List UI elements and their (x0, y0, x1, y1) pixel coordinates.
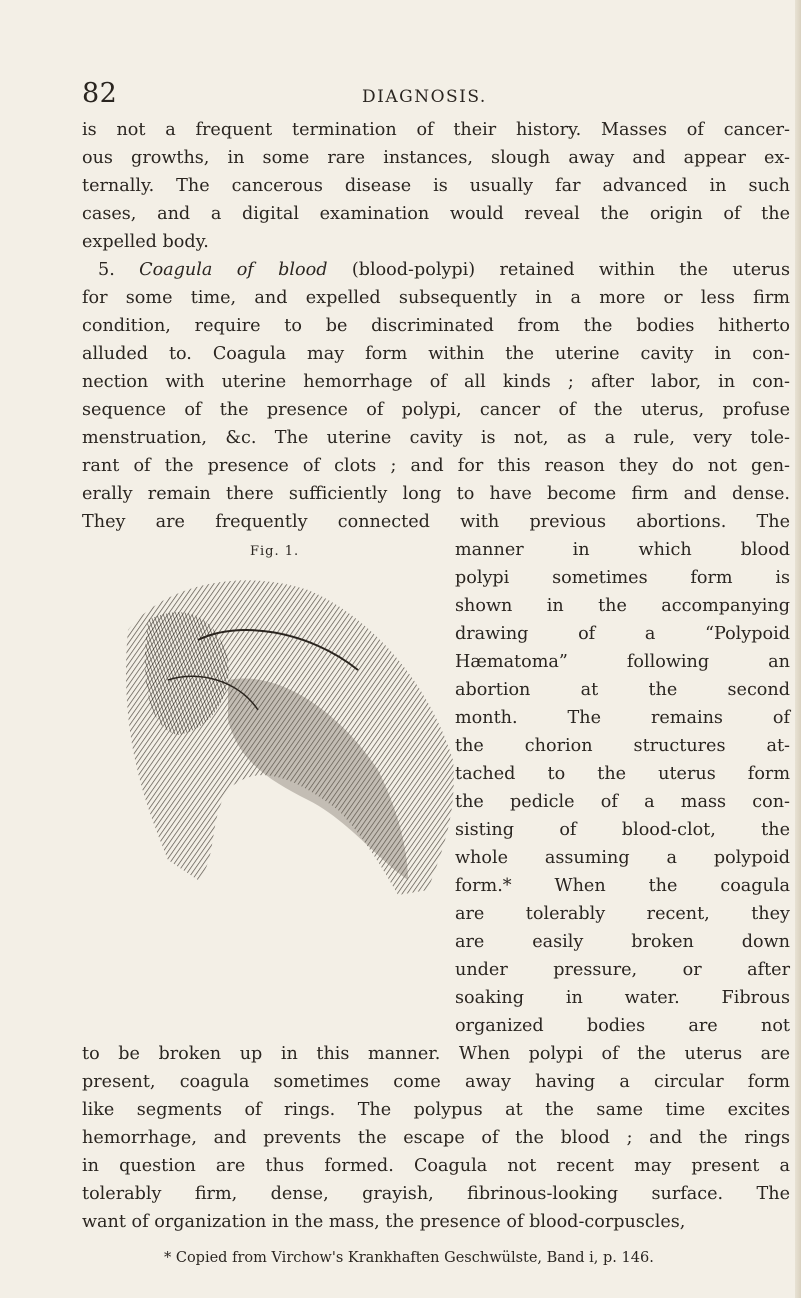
page-edge (795, 0, 801, 1298)
text-line-side: abortion at the second (455, 680, 790, 700)
text-line: sequence of the presence of polypi, cancer of the uterus, profuse (82, 400, 790, 420)
text-line: present, coagula sometimes come away having a circular form (82, 1072, 790, 1092)
text-line: to be broken up in this manner. When polypi of the uterus are (82, 1044, 790, 1064)
text-line-side: tached to the uterus form (455, 764, 790, 784)
text-line: hemorrhage, and prevents the escape of the blood ; and the rings (82, 1128, 790, 1148)
text-line: alluded to. Coagula may form within the uterine cavity in con- (82, 344, 790, 364)
text-line-side: the chorion structures at- (455, 736, 790, 756)
text-line-side: under pressure, or after (455, 960, 790, 980)
text-line: ous growths, in some rare instances, slough away and appear ex- (82, 148, 790, 168)
text-line-side: polypi sometimes form is (455, 568, 790, 588)
text-line-side: drawing of a “Polypoid (455, 624, 790, 644)
text-line: They are frequently connected with previous abortions. The (82, 512, 790, 532)
text-line: is not a frequent termination of their history. Masses of cancer- (82, 120, 790, 140)
text-line-side: form.* When the coagula (455, 876, 790, 896)
text-line-side: shown in the accompanying (455, 596, 790, 616)
footnote: * Copied from Virchow's Krankhaften Geschwülste, Band i, p. 146. (164, 1250, 654, 1266)
text-line-side: are tolerably recent, they (455, 904, 790, 924)
text-line: like segments of rings. The polypus at the same time excites (82, 1100, 790, 1120)
text-line: erally remain there sufficiently long to have become firm and dense. (82, 484, 790, 504)
text-line: condition, require to be discriminated from the bodies hitherto (82, 316, 790, 336)
figure-label: Fig. 1. (250, 544, 300, 559)
text-line-side: whole assuming a polypoid (455, 848, 790, 868)
text-line-side: month. The remains of (455, 708, 790, 728)
text-line-side: organized bodies are not (455, 1016, 790, 1036)
running-head: DIAGNOSIS. (362, 87, 487, 107)
text-line: for some time, and expelled subsequently in a more or less firm (82, 288, 790, 308)
text-line: in question are thus formed. Coagula not recent may present a (82, 1156, 790, 1176)
italic-term: Coagula of blood (139, 260, 328, 280)
text-line-side: Hæmatoma” following an (455, 652, 790, 672)
text-line-side: are easily broken down (455, 932, 790, 952)
page-number: 82 (82, 78, 118, 109)
text-line: want of organization in the mass, the presence of blood-corpuscles, (82, 1212, 686, 1232)
text-line: menstruation, &c. The uterine cavity is not, as a rule, very tole- (82, 428, 790, 448)
text-line: 5. Coagula of blood (blood-polypi) retained within the uterus (98, 260, 790, 280)
text-line: expelled body. (82, 232, 209, 252)
text-line-side: soaking in water. Fibrous (455, 988, 790, 1008)
text-line: nection with uterine hemorrhage of all kinds ; after labor, in con- (82, 372, 790, 392)
text-line-side: manner in which blood (455, 540, 790, 560)
text-line: tolerably firm, dense, grayish, fibrinous-looking surface. The (82, 1184, 790, 1204)
text-line: ternally. The cancerous disease is usually far advanced in such (82, 176, 790, 196)
text-line: cases, and a digital examination would reveal the origin of the (82, 204, 790, 224)
text-line: rant of the presence of clots ; and for this reason they do not gen- (82, 456, 790, 476)
text-line-side: the pedicle of a mass con- (455, 792, 790, 812)
text-line-side: sisting of blood-clot, the (455, 820, 790, 840)
figure-polypoid-haematoma (108, 560, 458, 900)
